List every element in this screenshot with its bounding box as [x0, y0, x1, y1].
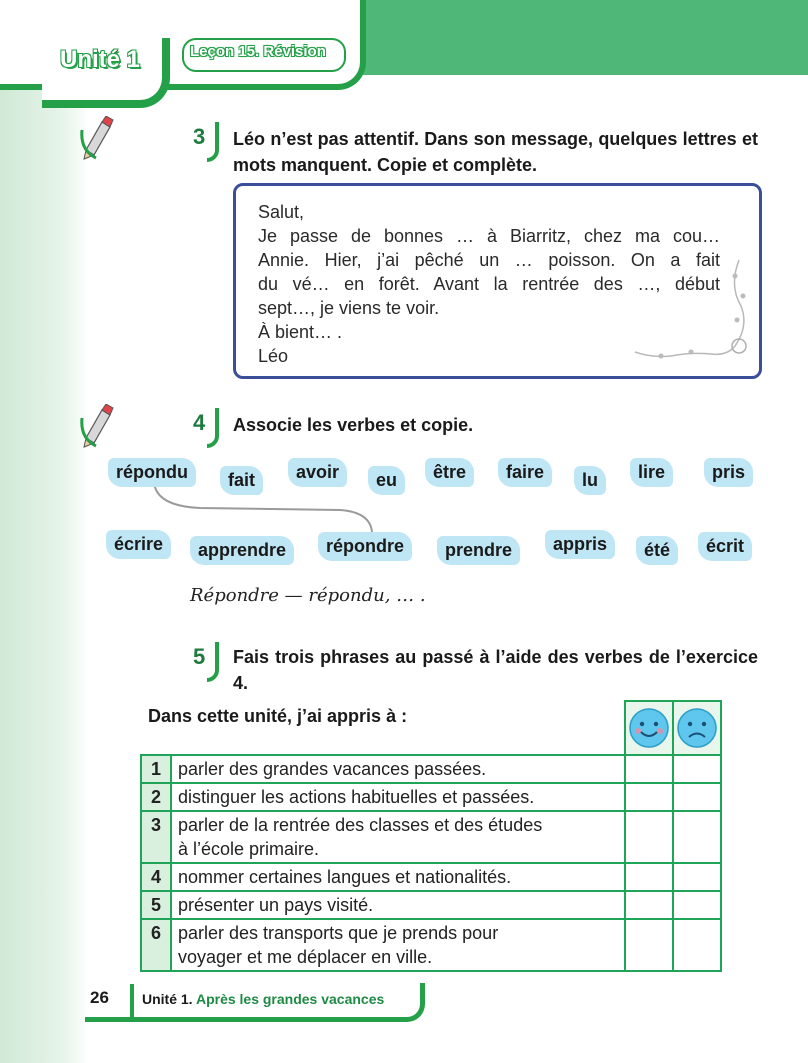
exercise-5-number: 5 [185, 640, 219, 680]
sad-checkbox[interactable] [673, 783, 721, 811]
sad-checkbox[interactable] [673, 863, 721, 891]
word-card: être [425, 458, 474, 487]
smile-checkbox[interactable] [625, 783, 673, 811]
self-check-heading: Dans cette unité, j’ai appris à : [148, 706, 408, 726]
row-text: nommer certaines langues et nationalités. [171, 863, 625, 891]
exercise-5-instruction: Fais trois phrases au passé à l’aide des verbes de l’exercice 4. [233, 647, 758, 693]
row-text: parler des grandes vacances passées. [171, 755, 625, 783]
word-card: pris [704, 458, 753, 487]
table-row [141, 811, 721, 863]
pencil-icon [80, 404, 114, 448]
word-card: prendre [437, 536, 520, 565]
word-card: écrit [698, 532, 752, 561]
word-card: fait [220, 466, 263, 495]
word-card: été [636, 536, 678, 565]
smile-checkbox[interactable] [625, 919, 673, 971]
smile-checkbox[interactable] [625, 811, 673, 863]
table-row [141, 891, 721, 919]
exercise-3-instruction: Léo n’est pas attentif. Dans son message, quelques lettres et mots manquent. Copie et complète. [233, 129, 758, 175]
letter-line: À bient… . [258, 322, 343, 342]
word-card: répondu [108, 458, 196, 487]
table-row [141, 863, 721, 891]
word-card: répondre [318, 532, 412, 561]
word-card: lu [574, 466, 606, 495]
smile-checkbox[interactable] [625, 755, 673, 783]
row-text: parler des transports que je prends pour voyager et me déplacer en ville. [171, 919, 625, 971]
letter-line: Salut, [258, 202, 305, 222]
table-row [141, 919, 721, 971]
row-text: parler de la rentrée des classes et des études à l’école primaire. [171, 811, 625, 863]
row-number: 2 [141, 783, 171, 811]
word-card: appris [545, 530, 615, 559]
word-card: faire [498, 458, 552, 487]
sad-checkbox[interactable] [673, 919, 721, 971]
smiling-face-icon [627, 706, 671, 750]
letter-box [233, 183, 762, 379]
page-margin-strip [0, 60, 90, 1063]
lesson-title: Leçon 15. Révision [190, 43, 326, 60]
sad-face-cell [673, 701, 721, 755]
row-number: 1 [141, 755, 171, 783]
sad-checkbox[interactable] [673, 891, 721, 919]
exercise-3-number: 3 [185, 120, 219, 160]
table-row [141, 755, 721, 783]
smile-checkbox[interactable] [625, 863, 673, 891]
table-row [141, 783, 721, 811]
row-number: 3 [141, 811, 171, 863]
row-number: 5 [141, 891, 171, 919]
sad-checkbox[interactable] [673, 811, 721, 863]
footer-title [142, 991, 384, 1007]
smiling-face-cell [625, 701, 673, 755]
word-card: apprendre [190, 536, 294, 565]
row-text: distinguer les actions habituelles et passées. [171, 783, 625, 811]
unit-title: Unité 1 [60, 46, 141, 73]
exercise-4-number: 4 [185, 406, 219, 446]
footer-divider [122, 984, 134, 1018]
sad-face-icon [675, 706, 719, 750]
letter-line: Léo [258, 346, 289, 366]
row-number: 4 [141, 863, 171, 891]
row-text: présenter un pays visité. [171, 891, 625, 919]
exercise-4-instruction: Associe les verbes et copie. [233, 415, 474, 435]
floral-ornament-icon [631, 256, 753, 366]
example-answer: Répondre — répondu, … . [190, 585, 426, 606]
sad-checkbox[interactable] [673, 755, 721, 783]
word-card: avoir [288, 458, 347, 487]
pencil-icon [80, 116, 114, 160]
footer-chapter: Après les grandes vacances [195, 991, 385, 1007]
row-number: 6 [141, 919, 171, 971]
page-number: 26 [90, 988, 109, 1007]
self-assessment-table [140, 700, 722, 972]
word-card: eu [368, 466, 405, 495]
word-card: écrire [106, 530, 171, 559]
word-card: lire [630, 458, 673, 487]
smile-checkbox[interactable] [625, 891, 673, 919]
letter-line: Annie. Hier, j’ai pêché un … poisson. On a fait [258, 250, 720, 270]
letter-line: du vé… en forêt. Avant la rentrée des …, début [258, 274, 720, 294]
letter-line: Je passe de bonnes … à Biarritz, chez ma cou… [258, 226, 720, 246]
letter-line: sept…, je viens te voir. [258, 298, 440, 318]
footer-unit: Unité 1. [142, 991, 193, 1007]
